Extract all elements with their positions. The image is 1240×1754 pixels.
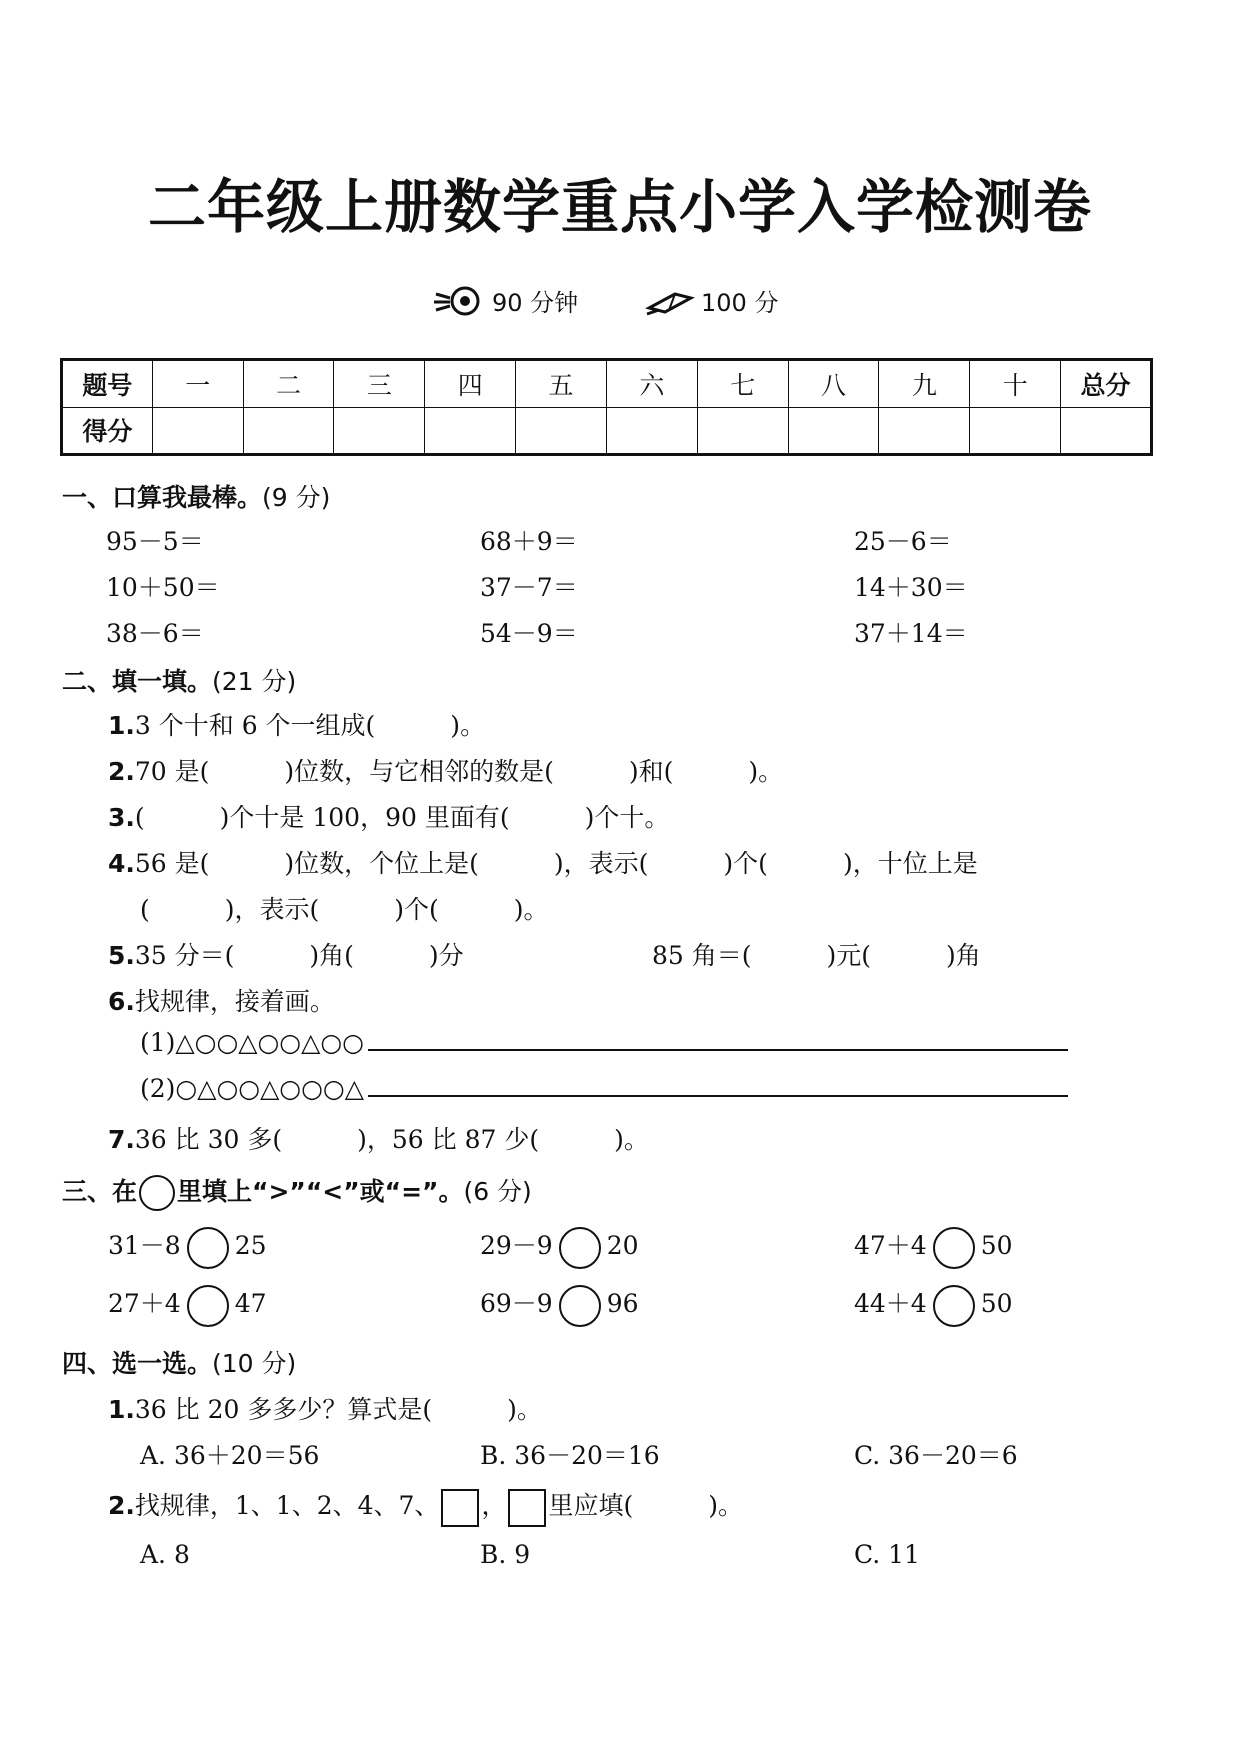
compare-circle[interactable] bbox=[559, 1285, 601, 1327]
question-number: 5. bbox=[108, 941, 135, 970]
score-cell[interactable] bbox=[425, 407, 516, 455]
choice-option[interactable]: C. 36－20＝6 bbox=[854, 1441, 1018, 1470]
question-text: 35 分＝( )角( )分 bbox=[134, 941, 464, 970]
compare-item bbox=[480, 1284, 639, 1327]
compare-circle[interactable] bbox=[933, 1227, 975, 1269]
score-cell[interactable] bbox=[1061, 407, 1152, 455]
fill-question-7 bbox=[108, 1120, 649, 1156]
fill-question-2 bbox=[108, 752, 783, 788]
oral-item: 10＋50＝ bbox=[106, 573, 220, 602]
choice-option[interactable]: B. 9 bbox=[480, 1540, 531, 1569]
score-header-cell: 十 bbox=[970, 360, 1061, 408]
score-header-cell: 五 bbox=[516, 360, 607, 408]
section-2-points: (21 分) bbox=[212, 667, 297, 696]
compare-item bbox=[108, 1226, 267, 1269]
question-number: 3. bbox=[108, 803, 135, 832]
score-header-cell: 四 bbox=[425, 360, 516, 408]
score-cell[interactable] bbox=[334, 407, 425, 455]
score-table-score-row bbox=[62, 407, 1152, 455]
compare-right: 47 bbox=[234, 1289, 267, 1318]
oral-item: 95－5＝ bbox=[106, 527, 204, 556]
oral-item: 54－9＝ bbox=[480, 619, 578, 648]
question-text: ， bbox=[481, 1491, 507, 1520]
answer-line[interactable] bbox=[368, 1093, 1068, 1097]
compare-left: 47＋4 bbox=[854, 1231, 927, 1260]
full-score-text: 100 分 bbox=[701, 289, 779, 317]
full-score bbox=[645, 283, 778, 324]
compare-right: 50 bbox=[980, 1289, 1013, 1318]
section-1-title: 一、口算我最棒。 bbox=[62, 483, 263, 512]
fill-question-4 bbox=[108, 844, 978, 880]
score-header-cell: 一 bbox=[152, 360, 243, 408]
score-table-header-row bbox=[62, 360, 1152, 408]
compare-item bbox=[480, 1226, 639, 1269]
score-header-cell: 二 bbox=[243, 360, 334, 408]
section-1-heading bbox=[62, 478, 330, 514]
oral-item: 38－6＝ bbox=[106, 619, 204, 648]
fill-question-4-cont: ( )，表示( )个( )。 bbox=[140, 895, 549, 924]
question-number: 7. bbox=[108, 1125, 135, 1154]
score-header-cell: 九 bbox=[879, 360, 970, 408]
compare-item bbox=[854, 1226, 1013, 1269]
score-cell[interactable] bbox=[516, 407, 607, 455]
compare-left: 69－9 bbox=[480, 1289, 553, 1318]
score-cell[interactable] bbox=[243, 407, 334, 455]
score-table bbox=[60, 358, 1153, 456]
question-text: ( )个十是 100，90 里面有( )个十。 bbox=[134, 803, 670, 832]
score-header-cell: 八 bbox=[788, 360, 879, 408]
section-3-points: (6 分) bbox=[463, 1177, 532, 1206]
compare-right: 25 bbox=[234, 1231, 267, 1260]
pen-icon bbox=[645, 284, 695, 324]
section-3-title-a: 三、在 bbox=[62, 1177, 138, 1206]
section-2-heading bbox=[62, 662, 296, 698]
oral-item: 25－6＝ bbox=[854, 527, 952, 556]
time-limit bbox=[432, 283, 578, 324]
section-2-title: 二、填一填。 bbox=[62, 667, 213, 696]
compare-item bbox=[108, 1284, 267, 1327]
question-text: 70 是( )位数，与它相邻的数是( )和( )。 bbox=[134, 757, 784, 786]
score-cell[interactable] bbox=[970, 407, 1061, 455]
oral-item: 37＋14＝ bbox=[854, 619, 968, 648]
compare-circle[interactable] bbox=[933, 1285, 975, 1327]
fill-question-5b: 85 角＝( )元( )角 bbox=[652, 941, 981, 970]
time-limit-text: 90 分钟 bbox=[492, 289, 579, 317]
score-cell[interactable] bbox=[788, 407, 879, 455]
question-number: 2. bbox=[108, 1491, 135, 1520]
oral-item: 68＋9＝ bbox=[480, 527, 578, 556]
question-number: 6. bbox=[108, 987, 135, 1016]
question-text: 里应填( )。 bbox=[548, 1491, 743, 1520]
choice-option[interactable]: B. 36－20＝16 bbox=[480, 1441, 660, 1470]
section-4-heading bbox=[62, 1344, 296, 1380]
score-header-cell: 六 bbox=[606, 360, 697, 408]
pattern-1 bbox=[140, 1028, 1068, 1057]
answer-line[interactable] bbox=[368, 1047, 1068, 1051]
section-3-heading bbox=[62, 1172, 532, 1211]
section-1-points: (9 分) bbox=[262, 483, 331, 512]
choice-option[interactable]: A. 8 bbox=[140, 1540, 190, 1569]
answer-box[interactable] bbox=[441, 1489, 479, 1527]
question-text: 找规律，1、1、2、4、7、 bbox=[134, 1491, 440, 1520]
fill-question-5a bbox=[108, 936, 464, 972]
section-4-points: (10 分) bbox=[212, 1349, 297, 1378]
choice-option[interactable]: A. 36＋20＝56 bbox=[140, 1441, 320, 1470]
score-cell[interactable] bbox=[697, 407, 788, 455]
pattern-2 bbox=[140, 1074, 1068, 1103]
answer-box[interactable] bbox=[508, 1489, 546, 1527]
compare-left: 44＋4 bbox=[854, 1289, 927, 1318]
score-cell[interactable] bbox=[606, 407, 697, 455]
question-text: 56 是( )位数，个位上是( )，表示( )个( )，十位上是 bbox=[134, 849, 978, 878]
fill-question-6 bbox=[108, 982, 335, 1018]
question-number: 1. bbox=[108, 711, 135, 740]
compare-circle[interactable] bbox=[187, 1285, 229, 1327]
compare-item bbox=[854, 1284, 1013, 1327]
page-title: 二年级上册数学重点小学入学检测卷 bbox=[147, 173, 1092, 241]
score-header-cell: 三 bbox=[334, 360, 425, 408]
section-3-title-b: 里填上“>”“<”或“=”。 bbox=[177, 1177, 464, 1206]
question-text: 36 比 20 多多少？算式是( )。 bbox=[134, 1395, 542, 1424]
compare-circle[interactable] bbox=[187, 1227, 229, 1269]
score-cell[interactable] bbox=[879, 407, 970, 455]
fill-question-1 bbox=[108, 706, 485, 742]
score-header-cell: 七 bbox=[697, 360, 788, 408]
compare-left: 27＋4 bbox=[108, 1289, 181, 1318]
pattern-shapes: (1)△○○△○○△○○ bbox=[140, 1028, 364, 1057]
question-number: 4. bbox=[108, 849, 135, 878]
compare-right: 96 bbox=[606, 1289, 639, 1318]
question-text: 找规律，接着画。 bbox=[134, 987, 335, 1016]
question-number: 1. bbox=[108, 1395, 135, 1424]
compare-left: 31－8 bbox=[108, 1231, 181, 1260]
question-number: 2. bbox=[108, 757, 135, 786]
choice-question-1 bbox=[108, 1390, 542, 1426]
circle-symbol bbox=[139, 1175, 175, 1211]
compare-left: 29－9 bbox=[480, 1231, 553, 1260]
compare-right: 20 bbox=[606, 1231, 639, 1260]
score-header-cell: 题号 bbox=[62, 360, 153, 408]
compare-right: 50 bbox=[980, 1231, 1013, 1260]
choice-question-2 bbox=[108, 1486, 743, 1527]
fill-question-3 bbox=[108, 798, 669, 834]
section-4-title: 四、选一选。 bbox=[62, 1349, 213, 1378]
question-text: 36 比 30 多( )，56 比 87 少( )。 bbox=[134, 1125, 649, 1154]
choice-option[interactable]: C. 11 bbox=[854, 1540, 920, 1569]
oral-item: 37－7＝ bbox=[480, 573, 578, 602]
pattern-shapes: (2)○△○○△○○○△ bbox=[140, 1074, 364, 1103]
score-cell[interactable] bbox=[152, 407, 243, 455]
score-header-cell: 总分 bbox=[1061, 360, 1152, 408]
compare-circle[interactable] bbox=[559, 1227, 601, 1269]
clock-icon bbox=[432, 284, 486, 324]
score-row-label: 得分 bbox=[62, 407, 153, 455]
oral-item: 14＋30＝ bbox=[854, 573, 968, 602]
question-text: 3 个十和 6 个一组成( )。 bbox=[134, 711, 486, 740]
